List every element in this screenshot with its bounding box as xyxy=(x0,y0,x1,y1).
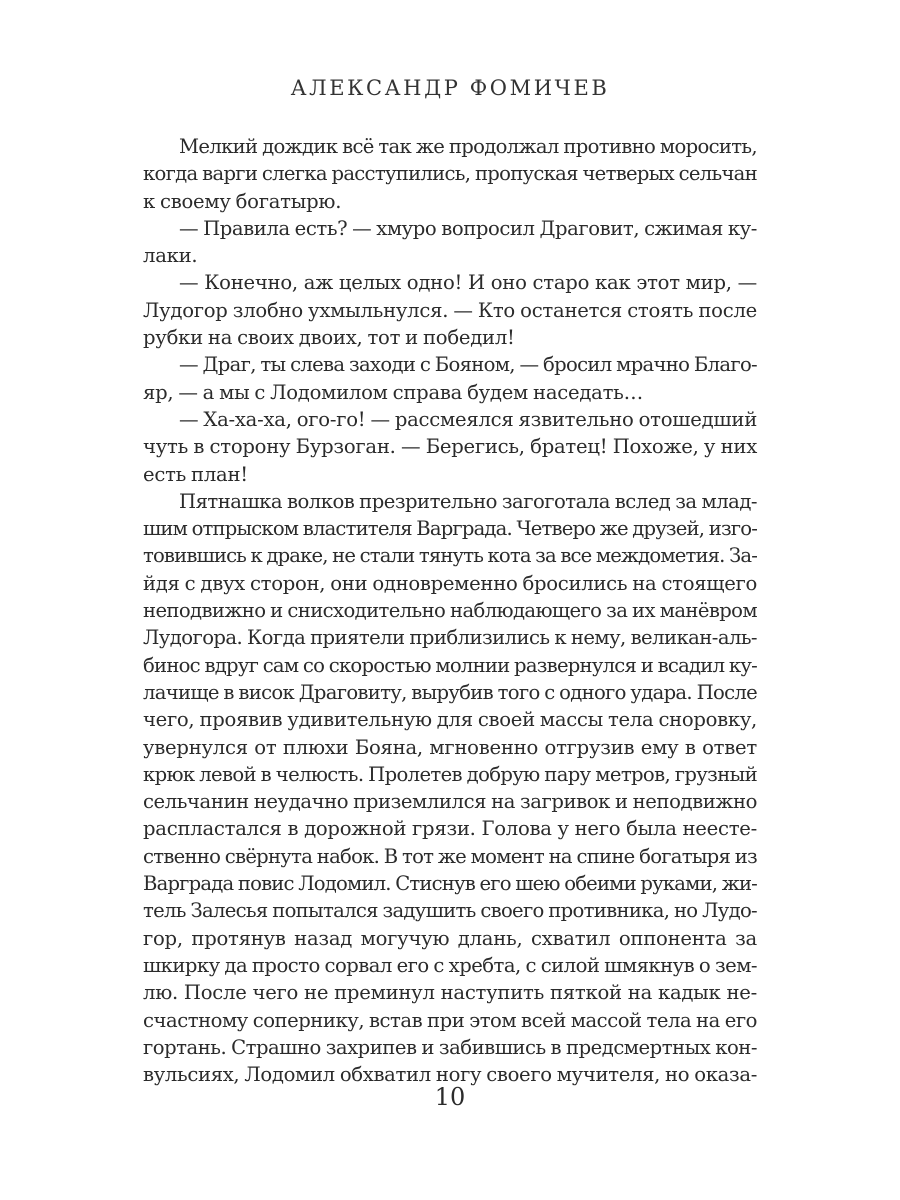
text-line: распластался в дорожной грязи. Голова у него была неесте- xyxy=(143,817,757,841)
text-line: йдя с двух сторон, они одновременно бросились на стоящего xyxy=(143,571,757,595)
text-line: — Драг, ты слева заходи с Бояном, — бросил мрачно Благо- xyxy=(179,353,757,377)
text-line: чего, проявив удивительную для своей массы тела сноровку, xyxy=(143,708,757,732)
text-line: — Конечно, аж целых одно! И оно старо как этот мир, — xyxy=(179,271,757,295)
text-line: крюк левой в челюсть. Пролетев добрую пару метров, грузный xyxy=(143,762,757,786)
text-line: лачище в висок Драговиту, вырубив того с одного удара. После xyxy=(143,680,757,704)
text-line: — Ха-ха-ха, ого-го! — рассмеялся язвительно отошедший xyxy=(179,407,757,431)
text-line: счастному сопернику, встав при этом всей массой тела на его xyxy=(143,1008,757,1032)
text-line: чуть в сторону Бурзоган. — Берегись, братец! Похоже, у них xyxy=(143,435,757,459)
text-line: Лудогора. Когда приятели приблизились к нему, великан-аль- xyxy=(143,626,757,650)
text-line: товившись к драке, не стали тянуть кота за все междометия. За- xyxy=(143,544,757,568)
text-line: к своему богатырю. xyxy=(143,189,342,213)
text-line: Варграда повис Лодомил. Стиснув его шею обеими руками, жи- xyxy=(143,872,757,896)
page-number: 10 xyxy=(434,1083,466,1111)
text-line: есть план! xyxy=(143,462,248,486)
text-line: гортань. Страшно захрипев и забившись в предсмертных кон- xyxy=(143,1035,757,1059)
text-line: лю. После чего не преминул наступить пяткой на кадык не- xyxy=(143,981,757,1005)
text-line: шкирку да просто сорвал его с хребта, с силой шмякнув о зем- xyxy=(143,953,757,977)
body-text xyxy=(143,133,757,1088)
text-line: тель Залесья попытался задушить своего противника, но Лудо- xyxy=(143,899,757,923)
text-line: рубки на своих двоих, тот и победил! xyxy=(143,326,515,350)
text-line: Пятнашка волков презрительно загоготала вслед за млад- xyxy=(179,489,757,513)
text-line: — Правила есть? — хмуро вопросил Драговит, сжимая ку- xyxy=(179,216,757,240)
text-line: вульсиях, Лодомил обхватил ногу своего мучителя, но оказа- xyxy=(143,1063,757,1087)
text-line: шим отпрыском властителя Варграда. Четверо же друзей, изго- xyxy=(143,517,757,541)
text-line: лаки. xyxy=(143,244,198,268)
text-line: увернулся от плюхи Бояна, мгновенно отгрузив ему в ответ xyxy=(143,735,757,759)
running-head-author: АЛЕКСАНДР ФОМИЧЕВ xyxy=(290,76,610,100)
text-line: когда варги слегка расступились, пропуская четверых сельчан xyxy=(143,162,757,186)
text-line: ственно свёрнута набок. В тот же момент на спине богатыря из xyxy=(143,844,757,868)
text-line: Мелкий дождик всё так же продолжал противно моросить, xyxy=(179,135,757,158)
text-line: сельчанин неудачно приземлился на загривок и неподвижно xyxy=(143,790,757,814)
text-line: неподвижно и снисходительно наблюдающего за их манёвром xyxy=(143,599,757,623)
text-line: Лудогор злобно ухмыльнулся. — Кто останется стоять после xyxy=(143,298,757,322)
text-line: бинос вдруг сам со скоростью молнии развернулся и всадил ку- xyxy=(143,653,757,677)
text-line: яр, — а мы с Лодомилом справа будем наседать… xyxy=(143,380,643,404)
text-line: гор, протянув назад могучую длань, схватил оппонента за xyxy=(143,926,757,950)
